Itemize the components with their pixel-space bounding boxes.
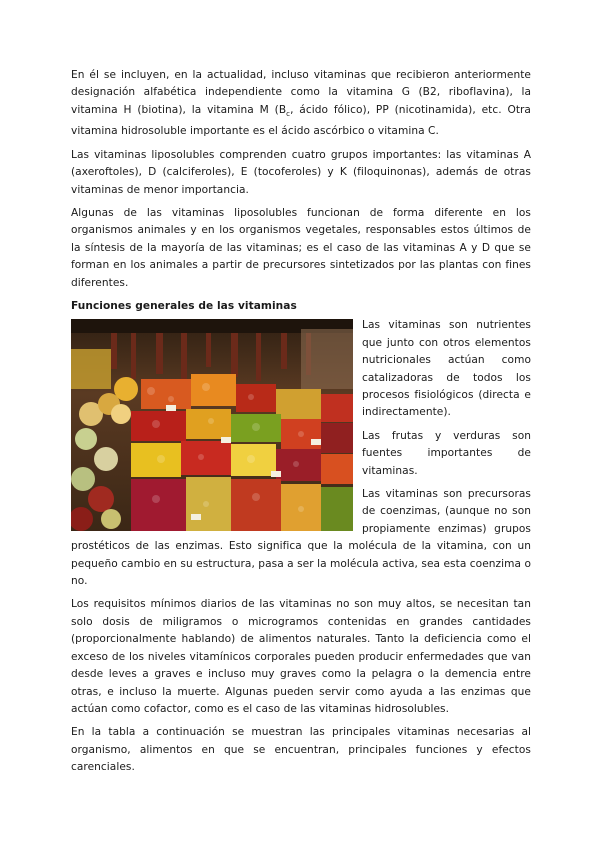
fruit-stand-image	[71, 319, 353, 531]
paragraph-functions-differ: Algunas de las vitaminas liposolubles funcionan de forma diferente en los organismos animales y en los organismos vegetales, responsables estos últimos de la síntesis de la mayoría de las vitaminas; es el caso de las vitaminas A y D que se forman en los animales a partir de precursores sintetizados por las plantas con fines diferentes.	[71, 206, 531, 289]
subscript: c	[286, 109, 291, 118]
paragraph-table-intro: En la tabla a continuación se muestran las principales vitaminas necesarias al organismo, alimentos en que se encuentran, principales funciones y efectos carenciales.	[71, 726, 531, 774]
paragraph-nutrients: Las vitaminas son nutrientes que junto con otros elementos nutricionales actúan como catalizadoras de todos los procesos fisiológicos (directa e indirectamente).	[362, 319, 531, 419]
paragraph-intro	[71, 67, 531, 141]
document-body	[71, 67, 531, 783]
market-produce-photo	[71, 319, 353, 531]
paragraph-intro-text: En él se incluyen, en la actualidad, incluso vitaminas que recibieron anteriormente designación alfabética independiente como la vitamina G (B2, riboflavina), la vitamina H (biotina), la vitamina M (B	[71, 69, 531, 116]
paragraph-coenzymes: Las vitaminas son precursoras de coenzimas, (aunque no son propiamente enzimas) grupos prostéticos de las enzimas. Esto significa que la molécula de la vitamina, con un pequeño cambio en su estructura, pasa a ser la molécula activa, sea esta coenzima o no.	[71, 488, 531, 588]
paragraph-intro-tail: , ácido fólico), PP (nicotinamida), etc. Otra vitamina hidrosoluble importante es el ácido ascórbico o vitamina C.	[71, 103, 531, 138]
paragraph-requirements: Los requisitos mínimos diarios de las vitaminas no son muy altos, se necesitan tan solo dosis de miligramos o microgramos contenidas en grandes cantidades (proporcionalmente hablando) de alimentos naturales. Tanto la deficiencia como el exceso de los niveles vitamínicos corporales pueden producir enfermedades que van desde leves a graves e incluso muy graves como la pelagra o la demencia entre otras, e incluso la muerte. Algunas pueden servir como ayuda a las enzimas que actúan como cofactor, como es el caso de las vitaminas hidrosolubles.	[71, 598, 531, 715]
section-heading: Funciones generales de las vitaminas	[71, 299, 297, 312]
paragraph-liposolubles: Las vitaminas liposolubles comprenden cuatro grupos importantes: las vitaminas A (axeroftoles), D (calciferoles), E (tocoferoles) y K (filoquinonas), además de otras vitaminas de menor importancia.	[71, 148, 531, 196]
paragraph-fruits: Las frutas y verduras son fuentes importantes de vitaminas.	[362, 429, 531, 477]
